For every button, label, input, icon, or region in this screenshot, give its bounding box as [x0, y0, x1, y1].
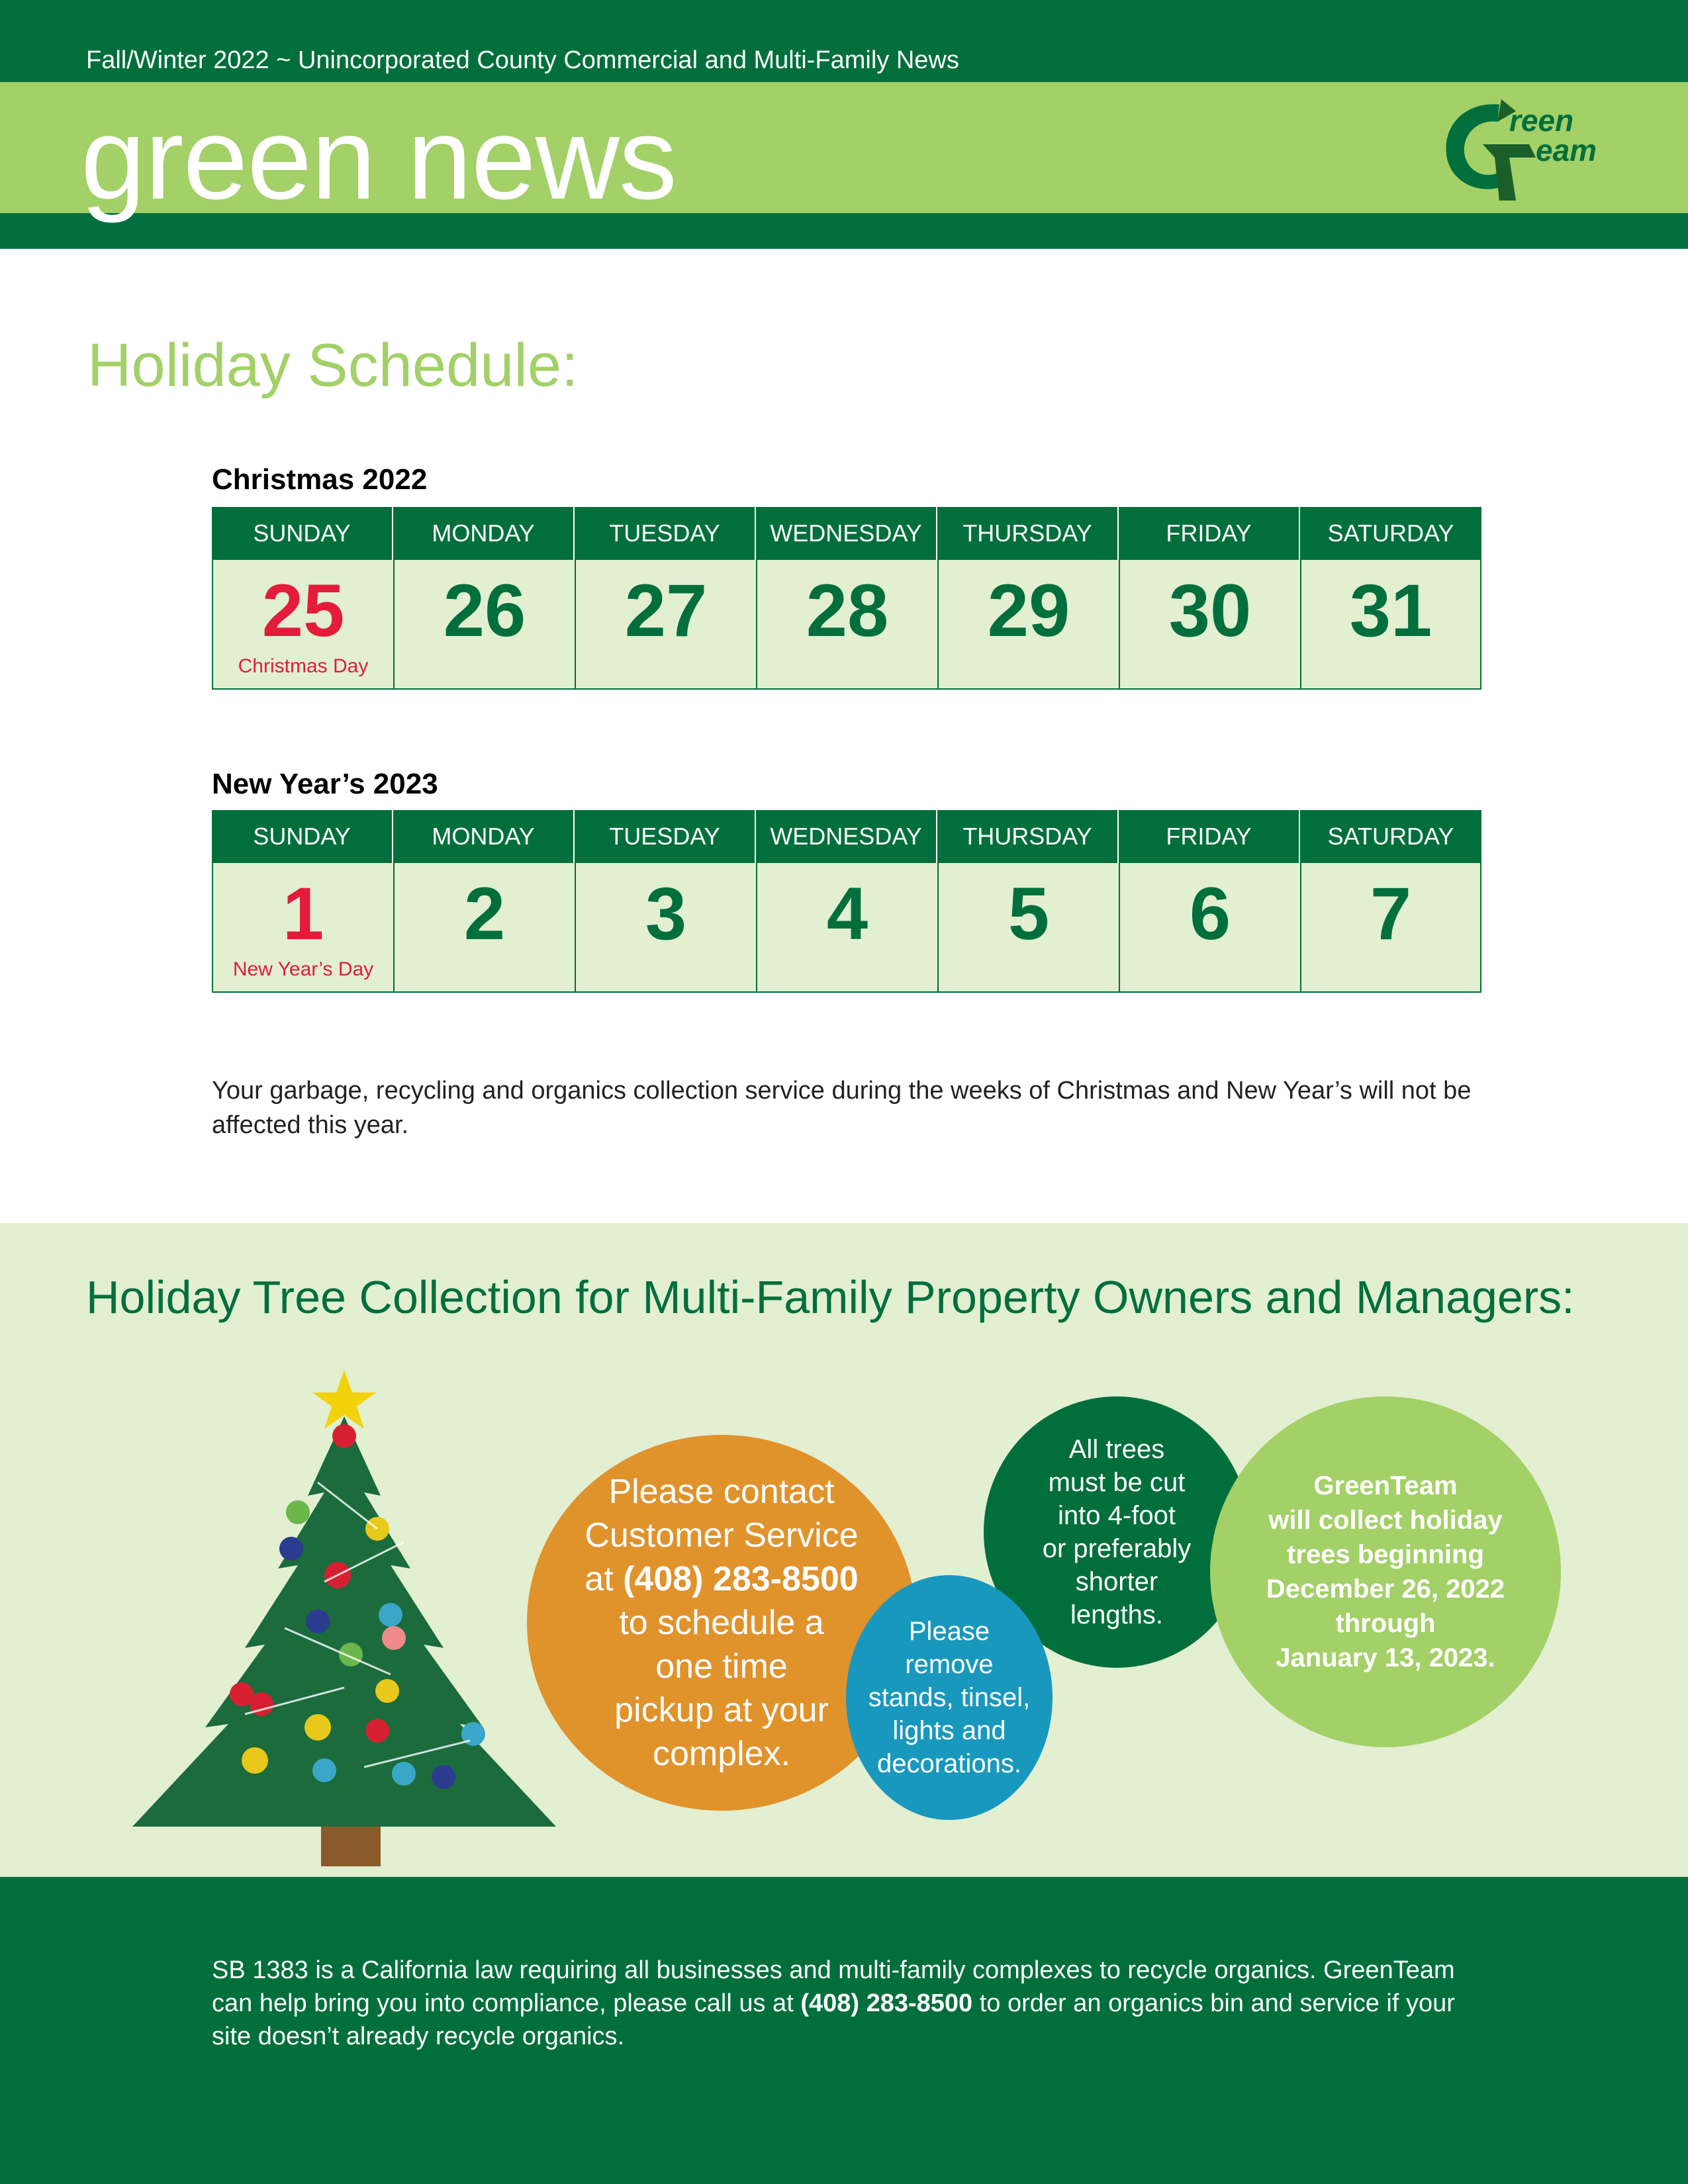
- day-number: 25: [261, 569, 345, 652]
- day-number: 3: [645, 872, 687, 955]
- calendar-header-row: [212, 507, 1481, 560]
- day-number: 6: [1189, 872, 1231, 955]
- tree-trunk: [321, 1827, 381, 1866]
- day-number: 2: [463, 872, 506, 955]
- contact-text: Please contact Customer Service at (408) 283-8500 to schedule a one time pickup at your complex.: [585, 1473, 859, 1773]
- issue-line: Fall/Winter 2022 ~ Unincorporated County Commercial and Multi-Family News: [86, 46, 959, 74]
- day-number: 26: [443, 569, 526, 652]
- calendar-days-row: [212, 560, 1481, 690]
- footer-text: SB 1383 is a California law requiring all businesses and multi-family complexes to recycle organics. GreenTeam can help bring you into compliance, please call us at (408) 283-8500 to order an organics bin and service if your site doesn’t already recycle organics.: [212, 1956, 1455, 2050]
- weekday-friday: FRIDAY: [1119, 507, 1300, 560]
- day-number: 28: [806, 569, 889, 652]
- tree-collection-title: Holiday Tree Collection for Multi-Family Property Owners and Managers:: [86, 1271, 1575, 1323]
- collection-dates-text: GreenTeam will collect holiday trees beginning December 26, 2022 through January 13, 2023.: [1266, 1471, 1505, 1672]
- customer-service-phone: (408) 283-8500: [623, 1560, 859, 1598]
- weekday-thursday: THURSDAY: [937, 810, 1119, 863]
- footer-phone: (408) 283-8500: [800, 1989, 973, 2017]
- new-year-calendar: [212, 810, 1481, 993]
- new-year-calendar-title: New Year’s 2023: [212, 768, 438, 800]
- calendar-header-row: [212, 810, 1481, 863]
- day-number: 31: [1349, 569, 1432, 652]
- holiday-note: Christmas Day: [238, 655, 369, 677]
- remove-decorations-text: Please remove stands, tinsel, lights and decorations.: [868, 1617, 1031, 1778]
- calendar-day: [393, 560, 575, 690]
- schedule-title: Holiday Schedule:: [87, 332, 579, 399]
- calendar-day: [1300, 863, 1481, 993]
- weekday-monday: MONDAY: [393, 810, 575, 863]
- weekday-thursday: THURSDAY: [937, 507, 1119, 560]
- day-number: 4: [826, 872, 868, 955]
- cut-trees-text: All trees must be cut into 4-foot or preferably shorter lengths.: [1042, 1435, 1192, 1629]
- calendar-day: [756, 863, 937, 993]
- masthead-title: green news: [81, 94, 677, 224]
- day-number: 1: [282, 872, 324, 955]
- calendar-day: [937, 863, 1119, 993]
- calendar-day: [212, 863, 393, 993]
- calendar-day: [393, 863, 575, 993]
- logo-text-reen: reen: [1509, 103, 1574, 138]
- weekday-sunday: SUNDAY: [212, 507, 393, 560]
- weekday-friday: FRIDAY: [1119, 810, 1300, 863]
- calendar-day: [575, 863, 756, 993]
- service-note: Your garbage, recycling and organics collection service during the weeks of Christmas and New Year’s will not be affected this year.: [212, 1077, 1472, 1139]
- calendar-day: [212, 560, 393, 690]
- calendar-day: [1119, 560, 1300, 690]
- weekday-monday: MONDAY: [393, 507, 575, 560]
- holiday-note: New Year’s Day: [232, 958, 374, 980]
- tree-body: [132, 1416, 556, 1827]
- weekday-saturday: SATURDAY: [1300, 507, 1481, 560]
- weekday-saturday: SATURDAY: [1300, 810, 1481, 863]
- weekday-wednesday: WEDNESDAY: [756, 507, 937, 560]
- remove-decorations-bubble: [846, 1575, 1053, 1820]
- calendar-day: [1300, 560, 1481, 690]
- calendar-day: [756, 560, 937, 690]
- day-number: 5: [1008, 872, 1050, 955]
- collection-dates-bubble: [1210, 1396, 1561, 1747]
- greenteam-logo: [1436, 91, 1635, 204]
- day-number: 27: [624, 569, 708, 652]
- logo-text-eam: eam: [1536, 133, 1597, 167]
- calendar-day: [575, 560, 756, 690]
- christmas-calendar: [212, 507, 1481, 690]
- christmas-tree-icon: [126, 1370, 563, 1873]
- day-number: 29: [987, 569, 1070, 652]
- weekday-tuesday: TUESDAY: [575, 507, 756, 560]
- calendar-days-row: [212, 863, 1481, 993]
- day-number: 30: [1168, 569, 1252, 652]
- weekday-tuesday: TUESDAY: [575, 810, 756, 863]
- weekday-sunday: SUNDAY: [212, 810, 393, 863]
- weekday-wednesday: WEDNESDAY: [756, 810, 937, 863]
- calendar-day: [937, 560, 1119, 690]
- calendar-day: [1119, 863, 1300, 993]
- christmas-calendar-title: Christmas 2022: [212, 463, 428, 496]
- day-number: 7: [1370, 872, 1412, 955]
